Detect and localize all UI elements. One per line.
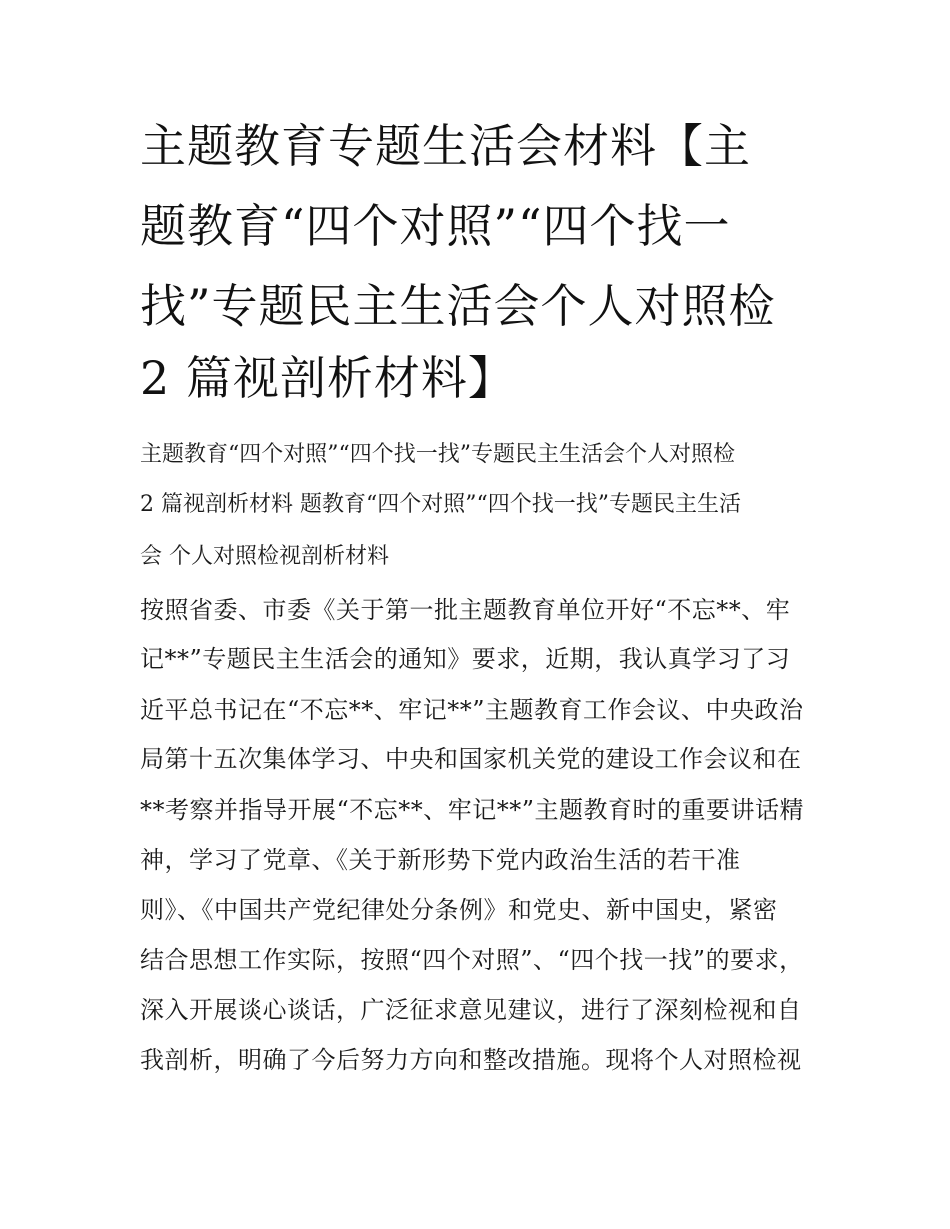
- body-line-5: **考察并指导开展“不忘**、牢记**”主题教育时的重要讲话精: [140, 796, 805, 824]
- body-line-4: 局第十五次集体学习、中央和国家机关党的建设工作会议和在: [140, 745, 802, 773]
- body-line-3: 近平总书记在“不忘**、牢记**”主题教育工作会议、中央政治: [140, 696, 804, 724]
- body-line-1: 按照省委、市委《关于第一批主题教育单位开好“不忘**、牢: [140, 596, 791, 624]
- document-title-line-3: 找”专题民主生活会个人对照检: [140, 279, 776, 333]
- document-title-line-2: 题教育“四个对照”“四个找一: [140, 199, 731, 253]
- body-line-6: 神，学习了党章、《关于新形势下党内政治生活的若干准: [140, 846, 741, 874]
- document-title-line-1: 主题教育专题生活会材料【主: [140, 119, 751, 173]
- subtitle-line-2: 2 篇视剖析材料 题教育“四个对照”“四个找一找”专题民主生活: [140, 492, 741, 517]
- document-title-line-4: 2 篇视剖析材料】: [140, 351, 515, 405]
- subtitle-line-1: 主题教育“四个对照”“四个找一找”专题民主生活会个人对照检: [140, 442, 735, 467]
- body-line-7: 则》、《中国共产党纪律处分条例》和党史、新中国史，紧密: [140, 896, 778, 924]
- body-line-10: 我剖析，明确了今后努力方向和整改措施。现将个人对照检视: [140, 1046, 802, 1074]
- body-line-8: 结合思想工作实际，按照“四个对照”、“四个找一找”的要求，: [140, 946, 804, 974]
- subtitle-line-3: 会 个人对照检视剖析材料: [140, 544, 389, 569]
- body-line-2: 记**”专题民主生活会的通知》要求，近期，我认真学习了习: [140, 645, 791, 673]
- body-line-9: 深入开展谈心谈话，广泛征求意见建议，进行了深刻检视和自: [140, 996, 802, 1024]
